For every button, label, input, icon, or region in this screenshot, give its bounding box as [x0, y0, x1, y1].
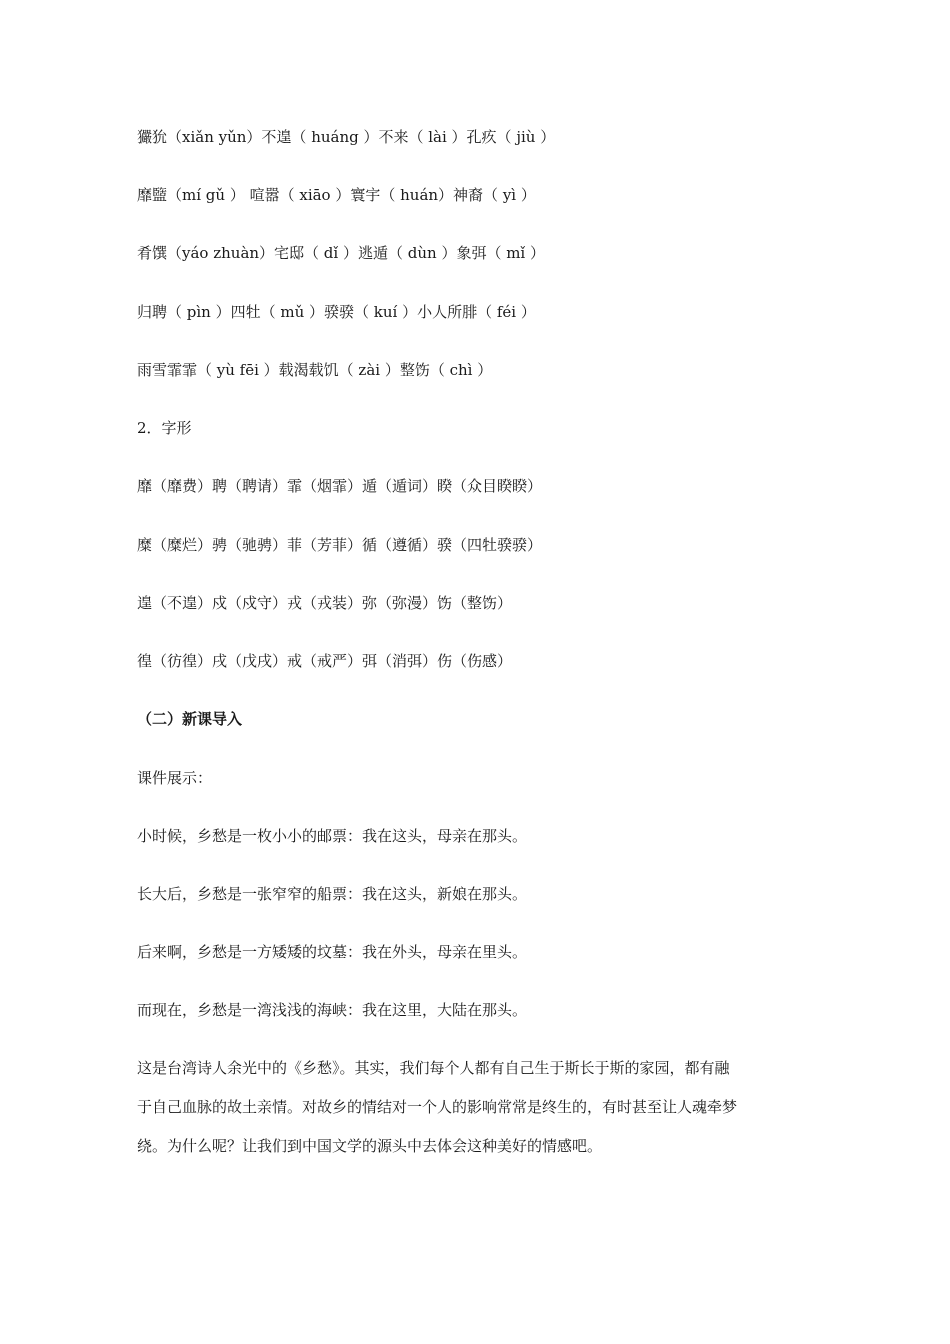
glyph-line-4: 徨（彷徨）戌（戊戌）戒（戒严）弭（消弭）伤（伤感） — [137, 652, 513, 670]
pronunciation-line-1: 玁狁（xiǎn yǔn）不遑（ huáng ）不来（ lài ）孔疚（ jiù ） — [137, 128, 556, 146]
closing-paragraph-line-1: 这是台湾诗人余光中的《乡愁》。其实，我们每个人都有自己生于斯长于斯的家园，都有融 — [137, 1059, 730, 1077]
courseware-label: 课件展示： — [137, 769, 213, 787]
glyph-line-2: 糜（糜烂）骋（驰骋）菲（芳菲）循（遵循）骙（四牡骙骙） — [137, 536, 543, 554]
glyph-section-title: 2．字形 — [137, 419, 192, 437]
pronunciation-line-2: 靡盬（mí gǔ ） 喧嚣（ xiāo ）寰宇（ huán）神裔（ yì ） — [137, 186, 536, 204]
closing-paragraph-line-2: 于自己血脉的故土亲情。对故乡的情结对一个人的影响常常是终生的，有时甚至让人魂牵梦 — [137, 1098, 738, 1116]
closing-paragraph-line-3: 绕。为什么呢？让我们到中国文学的源头中去体会这种美好的情感吧。 — [137, 1137, 603, 1155]
closing-paragraph — [137, 1049, 809, 1166]
poem-line-1: 小时候，乡愁是一枚小小的邮票：我在这头，母亲在那头。 — [137, 827, 528, 845]
poem-line-3: 后来啊，乡愁是一方矮矮的坟墓：我在外头，母亲在里头。 — [137, 943, 528, 961]
intro-heading: （二）新课导入 — [137, 710, 243, 728]
pronunciation-line-4: 归聘（ pìn ）四牡（ mǔ ）骙骙（ kuí ）小人所腓（ féi ） — [137, 303, 536, 321]
glyph-line-1: 靡（靡费）聘（聘请）霏（烟霏）遁（遁词）睽（众目睽睽） — [137, 477, 543, 495]
pronunciation-line-5: 雨雪霏霏（ yù fēi ）载渴载饥（ zài ）整饬（ chì ） — [137, 361, 493, 379]
glyph-line-3: 遑（不遑）戍（戍守）戎（戎装）弥（弥漫）饬（整饬） — [137, 594, 513, 612]
poem-line-4: 而现在，乡愁是一湾浅浅的海峡：我在这里，大陆在那头。 — [137, 1001, 528, 1019]
poem-line-2: 长大后，乡愁是一张窄窄的船票：我在这头，新娘在那头。 — [137, 885, 528, 903]
pronunciation-line-3: 肴馔（yáo zhuàn）宅邸（ dǐ ）逃遁（ dùn ）象弭（ mǐ ） — [137, 244, 545, 262]
